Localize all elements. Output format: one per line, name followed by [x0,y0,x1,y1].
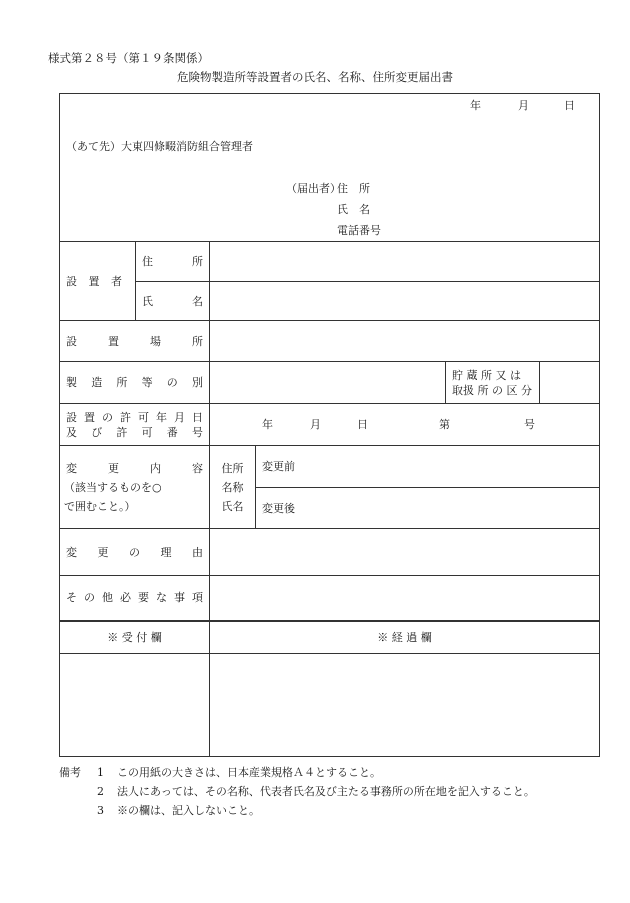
permit-label: 設 置 の 許 可 年 月 日 及 び 許 可 番 号 [60,404,210,446]
option-address: 住所 [221,461,244,475]
option-name-corp: 名称 [221,480,244,494]
progress-header: ※ 経 過 欄 [210,621,600,654]
note-text: 法人にあっては、その名称、代表者氏名及び主たる事務所の所在地を記入すること。 [117,785,535,798]
change-after-label: 変更後 [262,501,295,515]
facility-type-label: 製 造 所 等 の 別 [60,362,210,404]
other-label: そ の 他 必 要 な 事 項 [60,576,210,621]
option-name-person: 氏名 [221,499,244,513]
date-month: 月 [518,99,529,112]
notification-form [59,93,600,757]
change-before-field[interactable] [256,446,600,488]
notifier-label: （届出者） [286,182,341,195]
location-field[interactable] [210,321,600,362]
note-number: 2 [97,785,104,798]
form-number: 様式第２８号（第１９条関係） [48,51,209,65]
progress-field [210,654,600,757]
facility-type-field[interactable] [210,362,446,404]
change-before-label: 変更前 [262,460,295,473]
notes-head: 備考 [59,766,81,779]
form-title: 危険物製造所等設置者の氏名、名称、住所変更届出書 [177,70,453,84]
change-reason-label: 変 更 の 理 由 [60,529,210,576]
change-content-label: 変 更 内 容 （該当するものを○ で囲むこと。） [60,446,210,529]
change-options[interactable] [210,446,256,529]
notes [59,763,535,820]
other-field[interactable] [210,576,600,621]
reception-header: ※ 受 付 欄 [60,621,210,654]
addressee: （あて先）大東四條畷消防組合管理者 [66,140,253,153]
change-after-field[interactable] [256,488,600,529]
reception-field [60,654,210,757]
installer-name-label: 氏 名 [136,282,210,321]
installer-address-field[interactable] [210,242,600,282]
date-day: 日 [564,99,575,112]
permit-year: 年 [262,418,273,431]
permit-go: 号 [524,418,535,431]
notifier-name-label: 氏 名 [337,203,370,216]
permit-dai: 第 [439,418,450,431]
notifier-address-label: 住 所 [337,182,370,195]
installer-name-field[interactable] [210,282,600,321]
installer-address-label: 住 所 [136,242,210,282]
permit-day: 日 [357,418,368,431]
header-block [60,94,600,242]
permit-field[interactable] [210,404,600,446]
note-number: 3 [97,804,104,817]
note-text: この用紙の大きさは、日本産業規格Ａ４とすること。 [117,766,381,779]
permit-month: 月 [310,418,321,431]
note-text: ※の欄は、記入しないこと。 [117,804,260,817]
note-number: 1 [97,766,104,779]
installer-label: 設 置 者 [60,242,136,321]
location-label: 設 置 場 所 [60,321,210,362]
change-reason-field[interactable] [210,529,600,576]
storage-handling-label: 貯 蔵 所 又 は 取扱 所 の 区 分 [446,362,540,404]
date-year: 年 [470,99,481,112]
storage-handling-field[interactable] [540,362,600,404]
notifier-phone-label: 電話番号 [337,224,381,237]
